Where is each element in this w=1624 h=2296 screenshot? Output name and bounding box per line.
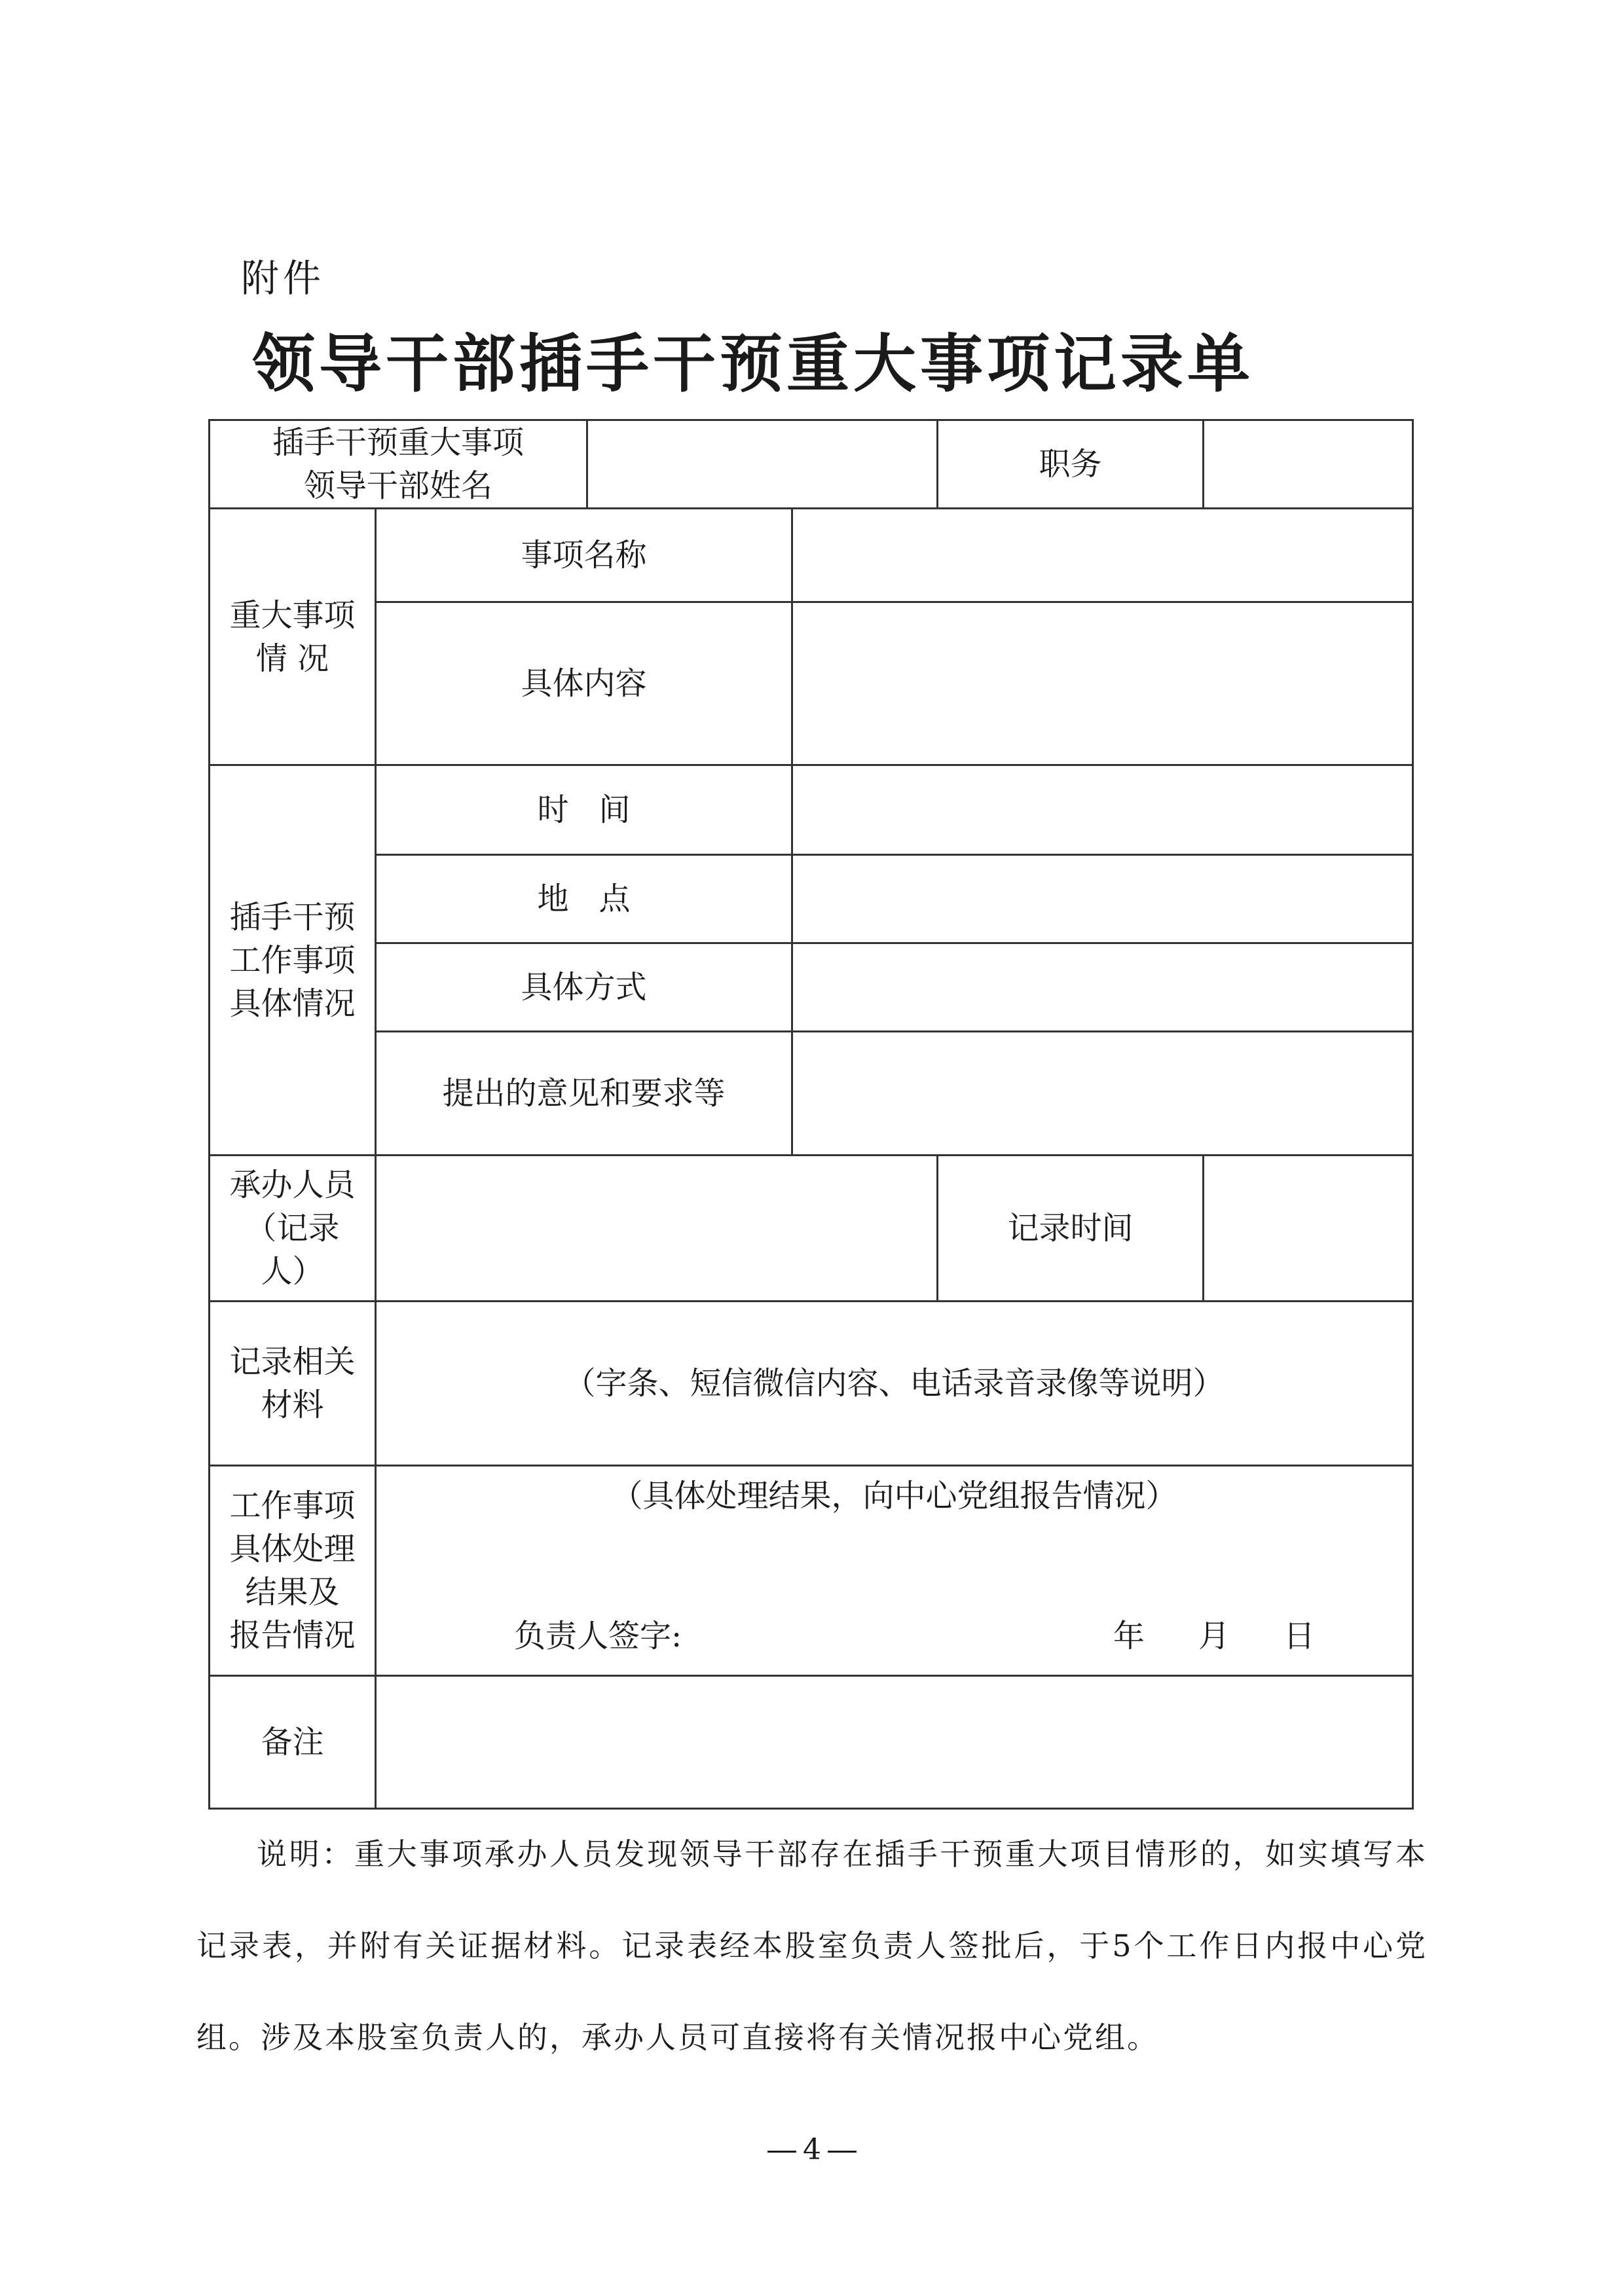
signature-label: 负责人签字: <box>514 1618 682 1654</box>
specific-content-field[interactable] <box>792 602 1413 765</box>
place-field[interactable] <box>792 855 1413 943</box>
page-dash-right <box>828 2151 857 2153</box>
method-label: 具体方式 <box>376 943 792 1032</box>
date-month-label: 月 <box>1198 1618 1230 1654</box>
materials-note: （字条、短信微信内容、电话录音录像等说明） <box>564 1365 1225 1402</box>
instructions-paragraph: 说明：重大事项承办人员发现领导干部存在插手干预重大项目情形的，如实填写本记录表，并附有关证据材料。记录表经本股室负责人签批后，于5个工作日内报中心党组。涉及本股室负责人的，承办人员可直接将有关情况报中心党组。 <box>196 1836 1428 2055</box>
time-field[interactable] <box>792 765 1413 855</box>
signature-row <box>377 1614 1412 1658</box>
major-matter-label: 重大事项 情 况 <box>210 509 376 765</box>
handler-row <box>210 1156 1413 1302</box>
leader-name-field[interactable] <box>587 420 938 509</box>
handler-field[interactable] <box>376 1156 938 1302</box>
opinion-field[interactable] <box>792 1032 1413 1156</box>
specific-content-label: 具体内容 <box>376 602 792 765</box>
result-note: （具体处理结果，向中心党组报告情况） <box>611 1478 1177 1514</box>
record-time-label: 记录时间 <box>938 1156 1204 1302</box>
leader-name-label: 插手干预重大事项 领导干部姓名 <box>210 420 587 509</box>
matter-name-label: 事项名称 <box>376 509 792 602</box>
time-label: 时 间 <box>376 765 792 855</box>
opinion-row <box>210 1032 1413 1156</box>
place-row <box>210 855 1413 943</box>
page-number: 4 <box>0 2133 1624 2166</box>
position-label: 职务 <box>938 420 1204 509</box>
method-row <box>210 943 1413 1032</box>
materials-label: 记录相关 材料 <box>210 1302 376 1466</box>
document-title: 领导干部插手干预重大事项记录单 <box>252 327 1254 401</box>
position-field[interactable] <box>1204 420 1413 509</box>
opinion-label: 提出的意见和要求等 <box>376 1032 792 1156</box>
record-form-table <box>208 419 1414 1810</box>
attachment-label: 附件 <box>241 256 325 301</box>
page-dash-left <box>767 2151 796 2153</box>
leader-name-row <box>210 420 1413 509</box>
matter-name-row <box>210 509 1413 602</box>
matter-name-field[interactable] <box>792 509 1413 602</box>
method-field[interactable] <box>792 943 1413 1032</box>
materials-field[interactable] <box>376 1302 1413 1466</box>
remarks-field[interactable] <box>376 1676 1413 1809</box>
materials-row <box>210 1302 1413 1466</box>
date-year-label: 年 <box>1113 1618 1145 1654</box>
matter-content-row <box>210 602 1413 765</box>
interference-label: 插手干预 工作事项 具体情况 <box>210 765 376 1156</box>
result-field[interactable] <box>376 1466 1413 1676</box>
place-label: 地 点 <box>376 855 792 943</box>
date-day-label: 日 <box>1283 1618 1316 1654</box>
remarks-row <box>210 1676 1413 1809</box>
result-row <box>210 1466 1413 1676</box>
record-time-field[interactable] <box>1204 1156 1413 1302</box>
handler-label: 承办人员 （记录 人） <box>210 1156 376 1302</box>
result-label: 工作事项 具体处理 结果及 报告情况 <box>210 1466 376 1676</box>
time-row <box>210 765 1413 855</box>
remarks-label: 备注 <box>210 1676 376 1809</box>
